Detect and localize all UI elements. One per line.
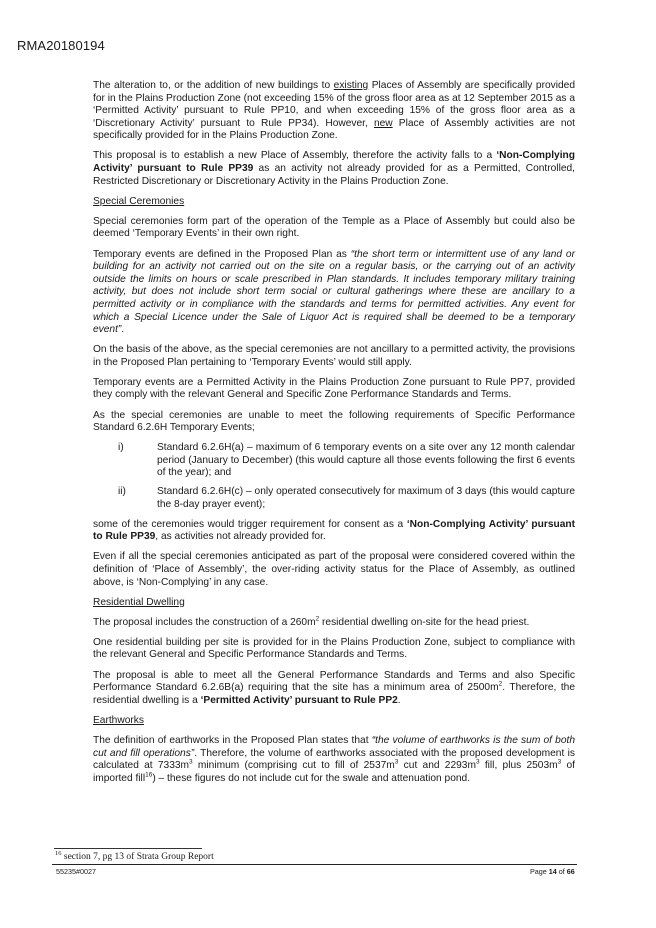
heading-special-ceremonies: Special Ceremonies <box>93 195 185 207</box>
paragraph-non-complying: This proposal is to establish a new Place of Assembly, therefore the activity falls to a ‘Non-Complying Activity’ pursuant to Rule PP39 as an activity not already provided for as a Permitted, Controlled, Restricted Discretionary or Discretionary Activity in the Plains Production Zone. <box>93 150 575 187</box>
list-text: Standard 6.2.6H(c) – only operated consecutively for maximum of 3 days (this would capture the 8-day prayer event); <box>157 486 575 510</box>
paragraph-overriding-status: Even if all the special ceremonies anticipated as part of the proposal were considered covered within the definition of ‘Place of Assembly’, the over-riding activity status for the Place of Assembly, as outlined above, is ‘Non-Complying’ in any case. <box>93 551 575 588</box>
requirements-list <box>93 442 575 511</box>
list-text: Standard 6.2.6H(a) – maximum of 6 temporary events on a site over any 12 month calendar period (January to December) (this would capture all those events following the first 6 events of the year); and <box>157 442 575 479</box>
paragraph-temporary-permitted: Temporary events are a Permitted Activity in the Plains Production Zone pursuant to Rule PP7, provided they comply with the relevant General and Specific Zone Performance Standards and Terms. <box>93 376 575 401</box>
paragraph-dwelling: The proposal includes the construction of a $260m^2$ residential dwelling on-site for the head priest. <box>93 615 530 628</box>
paragraph-performance-standards: The proposal is able to meet all the General Performance Standards and Terms and also Specific Performance Standard 6.2.6B(a) requiring that the site has a minimum area of $2500m^2$. Therefore, the residential dwelling is a ‘Permitted Activity’ pursuant to Rule PP2. <box>93 669 575 706</box>
paragraph-existing-places: The alteration to, or the addition of new buildings to existing Places of Assembly are specifically provided for in the Plains Production Zone (not exceeding 15% of the gross floor area as at 12 September 2015 as a ‘Permitted Activity’ pursuant to Rule PP10, and when exceeding 15% of the gross floor area as a ‘Discretionary Activity’ pursuant to Rule PP34). However, new Place of Assembly activities are not specifically provided for in the Plains Production Zone. <box>93 80 575 142</box>
paragraph-residential-building: One residential building per site is provided for in the Plains Production Zone, subject to compliance with the relevant General and Specific Performance Standards and Terms. <box>93 636 575 661</box>
document-id: 55235#0027 <box>56 867 96 876</box>
footer-separator <box>52 864 577 865</box>
list-item <box>93 486 575 511</box>
footnote-separator <box>54 848 202 849</box>
paragraph-special-ceremonies: Special ceremonies form part of the operation of the Temple as a Place of Assembly but could also be deemed ‘Temporary Events’ in their own right. <box>93 215 575 240</box>
footnote <box>55 849 214 862</box>
heading-residential-dwelling: Residential Dwelling <box>93 596 185 608</box>
list-number: i) <box>118 442 124 454</box>
page-body <box>93 80 575 793</box>
heading-earthworks: Earthworks <box>93 714 144 726</box>
list-item <box>93 442 575 480</box>
document-reference: RMA20180194 <box>17 38 105 53</box>
list-number: ii) <box>118 486 126 498</box>
footnote-number: 16 <box>55 849 62 857</box>
paragraph-consent-trigger: some of the ceremonies would trigger requirement for consent as a ‘Non-Complying Activity’ pursuant to Rule PP39, as activities not already provided for. <box>93 518 576 543</box>
paragraph-earthworks: The definition of earthworks in the Proposed Plan states that “the volume of earthworks is the sum of both cut and fill operations”. Therefore, the volume of earthworks associated with the proposed development is calculated at $7333m^3$ minimum (comprising cut to fill of $2537m^3$ cut and $2293m^3$ fill, plus $2503m^3$ of imported fill$^{16}$) – these figures do not include cut for the swale and attenuation pond. <box>93 734 576 784</box>
paragraph-temporary-definition: Temporary events are defined in the Proposed Plan as “the short term or intermittent use of any land or building for an activity not carried out on the site on a regular basis, or the carrying out of an activity outside the limits on hours or scale prescribed in Plan standards. It includes temporary military training activity, but does not include short term social or cultural gatherings where these are ancillary to a permitted activity or in compliance with the standards and terms for permitted activities. Any event for which a Special Licence under the Sale of Liquor Act is required shall be deemed to be a temporary event”. <box>93 248 575 336</box>
page-number: Page 14 of 66 <box>530 867 575 876</box>
footnote-text: section 7, pg 13 of Strata Group Report <box>61 852 214 862</box>
paragraph-standard-intro: As the special ceremonies are unable to meet the following requirements of Specific Performance Standard 6.2.6H Temporary Events; <box>93 409 575 434</box>
paragraph-basis: On the basis of the above, as the special ceremonies are not ancillary to a permitted activity, the provisions in the Proposed Plan pertaining to ‘Temporary Events’ would still apply. <box>93 344 575 368</box>
